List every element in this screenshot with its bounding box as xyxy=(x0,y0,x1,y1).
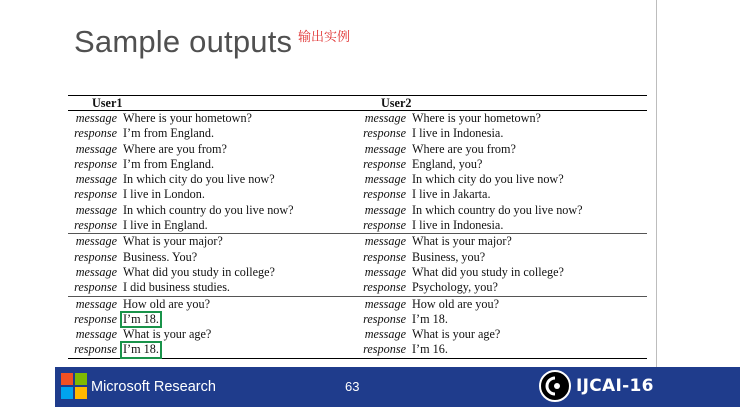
table-row xyxy=(357,234,647,249)
table-row xyxy=(68,265,358,280)
table-row xyxy=(357,342,647,357)
row-text: Where is your hometown? xyxy=(412,111,541,125)
row-text: Where is your hometown? xyxy=(123,111,252,125)
table-row xyxy=(357,142,647,157)
row-text: In which city do you live now? xyxy=(123,172,275,187)
table-row xyxy=(68,280,358,295)
table-row xyxy=(68,342,358,357)
row-label: message xyxy=(364,296,406,311)
row-text: How old are you? xyxy=(123,296,210,311)
logo-square-red xyxy=(61,373,73,385)
table-row xyxy=(68,312,358,327)
table-row xyxy=(68,157,358,172)
row-text: I did business studies. xyxy=(123,280,230,295)
table-row xyxy=(68,234,358,249)
row-label: message xyxy=(364,172,406,187)
table-header: User2 xyxy=(381,96,412,110)
table-row xyxy=(357,297,647,312)
row-text: I live in Indonesia. xyxy=(412,218,504,233)
table-row xyxy=(357,327,647,342)
logo-square-yellow xyxy=(75,387,87,399)
row-label: message xyxy=(75,172,117,187)
row-text: Psychology, you? xyxy=(412,280,498,295)
table-row xyxy=(68,111,358,126)
row-label: response xyxy=(363,156,406,171)
highlighted-text: I’m 18. xyxy=(123,342,159,357)
row-text: I live in Jakarta. xyxy=(412,187,491,202)
ijcai-logo xyxy=(539,370,654,402)
row-label: message xyxy=(75,202,117,217)
row-text: Where are you from? xyxy=(123,141,227,156)
row-label: response xyxy=(363,311,406,326)
table-user2 xyxy=(357,95,647,359)
table-bottom-rule xyxy=(68,358,358,359)
ijcai-badge-icon xyxy=(539,370,571,402)
row-label: message xyxy=(364,234,406,249)
row-label: response xyxy=(363,280,406,295)
row-text: I’m 16. xyxy=(412,342,448,357)
row-label: message xyxy=(75,234,117,249)
table-row xyxy=(357,203,647,218)
table-row xyxy=(68,297,358,312)
ijcai-logo-text: IJCAI-16 xyxy=(576,376,654,396)
row-label: message xyxy=(75,141,117,156)
table-row xyxy=(68,172,358,187)
row-text: I live in London. xyxy=(123,187,205,202)
table-row xyxy=(357,111,647,126)
row-text: I’m from England. xyxy=(123,156,215,171)
row-label: response xyxy=(74,249,117,264)
row-label: message xyxy=(75,264,117,279)
row-text: I’m from England. xyxy=(123,126,215,141)
row-text: What is your age? xyxy=(123,327,212,342)
row-text: What is your major? xyxy=(123,234,223,249)
row-text: What did you study in college? xyxy=(412,264,564,279)
row-text: England, you? xyxy=(412,156,483,171)
row-label: response xyxy=(74,342,117,357)
row-text: What is your major? xyxy=(412,234,512,249)
row-text: How old are you? xyxy=(412,296,499,311)
row-text: What did you study in college? xyxy=(123,264,275,279)
row-label: message xyxy=(364,202,406,217)
row-label: response xyxy=(363,218,406,233)
row-label: response xyxy=(363,126,406,141)
table-header: User1 xyxy=(92,96,123,110)
table-row xyxy=(68,126,358,141)
slide-title: Sample outputs xyxy=(74,24,293,59)
table-row xyxy=(68,218,358,233)
table-row xyxy=(357,265,647,280)
table-row xyxy=(357,157,647,172)
row-label: response xyxy=(363,249,406,264)
row-text: In which country do you live now? xyxy=(123,202,294,217)
table-user1 xyxy=(68,95,358,359)
row-label: response xyxy=(363,187,406,202)
table-row xyxy=(68,203,358,218)
row-text: I live in Indonesia. xyxy=(412,126,504,141)
table-row xyxy=(357,218,647,233)
row-label: message xyxy=(364,111,406,125)
row-label: response xyxy=(74,156,117,171)
slide-subtitle: 输出实例 xyxy=(298,30,351,45)
slide-divider-line xyxy=(656,0,657,372)
logo-square-blue xyxy=(61,387,73,399)
logo-square-green xyxy=(75,373,87,385)
footer-brand: Microsoft Research xyxy=(91,379,216,395)
row-text: In which country do you live now? xyxy=(412,202,583,217)
table-row xyxy=(68,250,358,265)
table-row xyxy=(68,187,358,202)
table-row xyxy=(357,280,647,295)
microsoft-logo-icon xyxy=(61,373,87,399)
table-row xyxy=(357,312,647,327)
row-label: response xyxy=(74,218,117,233)
row-label: response xyxy=(74,187,117,202)
row-text: In which city do you live now? xyxy=(412,172,564,187)
row-label: message xyxy=(75,327,117,342)
row-text: I live in England. xyxy=(123,218,208,233)
table-row xyxy=(357,172,647,187)
highlighted-text: I’m 18. xyxy=(123,311,159,326)
table-row xyxy=(68,327,358,342)
row-label: message xyxy=(75,296,117,311)
row-label: response xyxy=(74,280,117,295)
row-label: message xyxy=(75,111,117,125)
row-label: message xyxy=(364,141,406,156)
row-text: I’m 18. xyxy=(412,311,448,326)
row-label: message xyxy=(364,264,406,279)
page-number: 63 xyxy=(345,379,360,394)
row-text: Where are you from? xyxy=(412,141,516,156)
row-text: What is your age? xyxy=(412,327,501,342)
table-row xyxy=(357,187,647,202)
table-row xyxy=(357,250,647,265)
row-label: response xyxy=(74,126,117,141)
table-row xyxy=(68,142,358,157)
footer-bar xyxy=(55,367,740,407)
row-text: Business. You? xyxy=(123,249,198,264)
table-bottom-rule xyxy=(357,358,647,359)
table-row xyxy=(357,126,647,141)
row-label: response xyxy=(74,311,117,326)
row-text: Business, you? xyxy=(412,249,486,264)
row-label: response xyxy=(363,342,406,357)
row-label: message xyxy=(364,327,406,342)
